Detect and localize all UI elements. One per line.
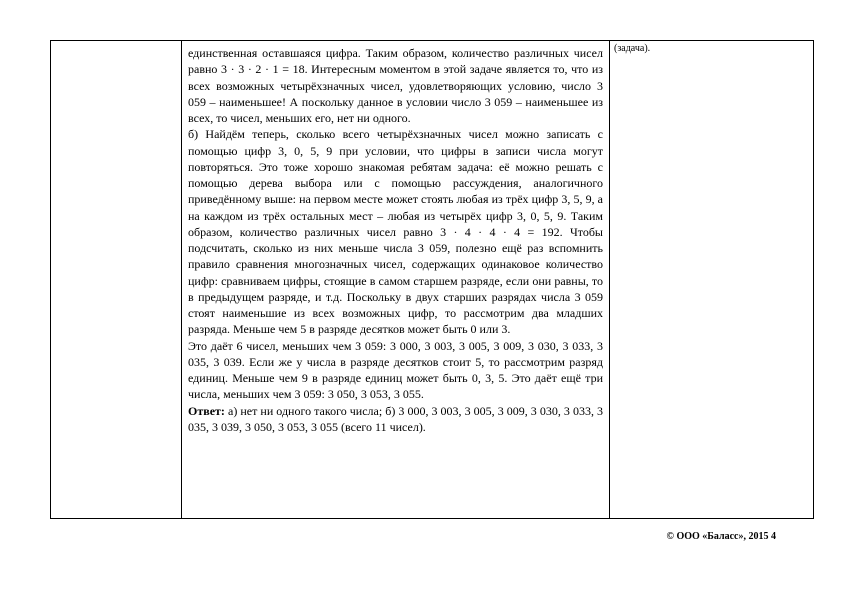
answer-label: Ответ: [188, 403, 225, 418]
paragraph-intro: единственная оставшаяся цифра. Таким образом, количество различных чисел равно 3 · 3 · 2 · 1 = 18. Интересным моментом в этой задаче является то, что из всех возможных четырёхзначных чисел, удовлетворяющих условию, число 3 059 – наименьшее! А поскольку данное в условии число 3 059 – наименьшее из всех, то чисел, меньших его, нет ни одного. [188, 46, 603, 125]
right-note: (задача). [614, 43, 651, 54]
answer-text: а) нет ни одного такого числа; б) 3 000, 3 003, 3 005, 3 009, 3 030, 3 033, 3 035, 3 039, 3 050, 3 053, 3 055 (всего 11 чисел). [188, 403, 603, 434]
paragraph-part-b: б) Найдём теперь, сколько всего четырёхзначных чисел можно записать с помощью цифр 3, 0, 5, 9 при условии, что цифры в записи числа могут повторяться. Это тоже хорошо знакомая ребятам задача: её можно решать с помощью дерева выбора или с помощью рассуждения, аналогичного приведённому выше: на первом месте может стоять любая из трёх цифр 3, 5, 9, а на каждом из трёх остальных мест – любая из четырёх цифр 3, 0, 5, 9. Таким образом, количество различных чисел равно 3 · 4 · 4 · 4 = 192. Чтобы подсчитать, сколько из них меньше числа 3 059, полезно ещё раз вспомнить правило сравнения многозначных чисел, содержащих одинаковое количество цифр: сравниваем цифры, стоящие в самом старшем разряде, если они равны, то в предыдущем разряде, и т.д. Поскольку в двух старших разрядах числа 3 059 стоят наименьшие из всех возможных цифр, то рассмотрим два младших разряда. Меньше чем 5 в разряде десятков может быть 0 или 3. [188, 127, 603, 337]
solution-body [188, 45, 603, 435]
solution-text-column [182, 41, 610, 518]
notes-column [610, 41, 813, 518]
footer-copyright: © ООО «Баласс», 2015 4 [666, 531, 776, 542]
paragraph-count: Это даёт 6 чисел, меньших чем 3 059: 3 000, 3 003, 3 005, 3 009, 3 030, 3 033, 3 035, 3 039. Если же у числа в разряде десятков стоит 5, то рассмотрим разряд единиц. Меньше чем 9 в разряде единиц может быть 0, 3, 5. Это даёт ещё три числа, меньших чем 3 059: 3 050, 3 053, 3 055. [188, 338, 603, 402]
answer-paragraph [188, 403, 603, 436]
left-column [51, 41, 182, 518]
solution-table [50, 40, 814, 519]
